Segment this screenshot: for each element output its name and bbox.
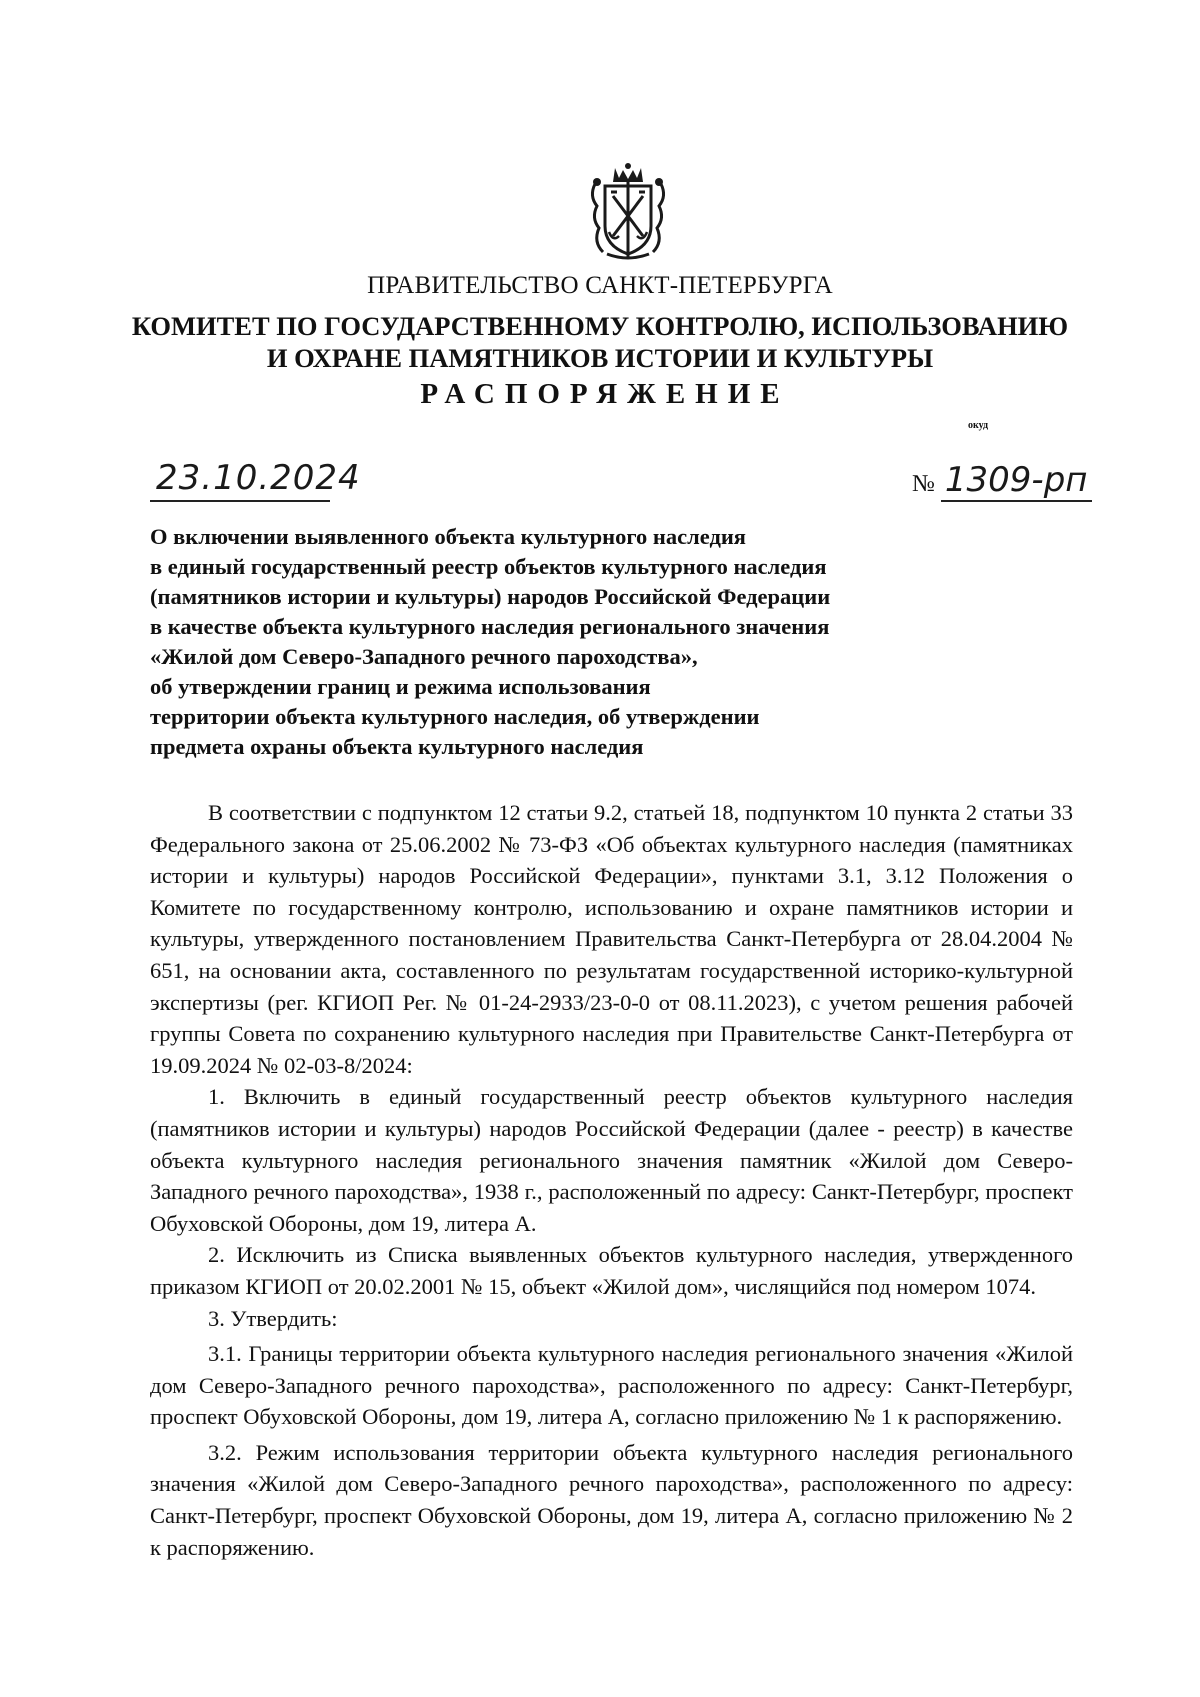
- subject-line: в единый государственный реестр объектов культурного наследия: [150, 554, 827, 579]
- item-3-1-paragraph: 3.1. Границы территории объекта культурного наследия регионального значения «Жилой дом Северо-Западного речного пароходства», расположенного по адресу: Санкт-Петербург, проспект Обуховской Обороны, дом 19, литера А, согласно приложению № 1 к распоряжению.: [150, 1341, 1073, 1430]
- committee-name: [0, 310, 1200, 374]
- number-sign: №: [912, 471, 935, 497]
- number-value: 1309-рп: [941, 460, 1092, 502]
- document-subject: [150, 522, 1050, 762]
- item-3-2-paragraph: 3.2. Режим использования территории объекта культурного наследия регионального значения «Жилой дом Северо-Западного речного пароходства», расположенного по адресу: Санкт-Петербург, проспект Обуховской Обороны, дом 19, литера А, согласно приложению № 2 к распоряжению.: [150, 1439, 1073, 1560]
- document-number: [912, 460, 1092, 502]
- subject-line: «Жилой дом Северо-Западного речного пароходства»,: [150, 644, 698, 669]
- subject-line: (памятников истории и культуры) народов Российской Федерации: [150, 584, 831, 609]
- item-3-paragraph: 3. Утвердить:: [208, 1305, 338, 1331]
- document-body: [150, 797, 1073, 1563]
- document-type: РАСПОРЯЖЕНИЕ: [420, 378, 790, 410]
- item-1-paragraph: 1. Включить в единый государственный реестр объектов культурного наследия (памятников истории и культуры) народов Российской Федерации (далее - реестр) в качестве объекта культурного наследия регионального значения памятник «Жилой дом Северо-Западного речного пароходства», 1938 г., расположенный по адресу: Санкт-Петербург, проспект Обуховской Обороны, дом 19, литера А.: [150, 1084, 1073, 1236]
- date-underline: [150, 500, 330, 502]
- subject-line: в качестве объекта культурного наследия регионального значения: [150, 614, 830, 639]
- committee-name-line-2: И ОХРАНЕ ПАМЯТНИКОВ ИСТОРИИ И КУЛЬТУРЫ: [266, 343, 934, 373]
- coat-of-arms-icon: [587, 162, 669, 262]
- subject-line: О включении выявленного объекта культурного наследия: [150, 524, 746, 549]
- item-2-paragraph: 2. Исключить из Списка выявленных объектов культурного наследия, утвержденного приказом КГИОП от 20.02.2001 № 15, объект «Жилой дом», числящийся под номером 1074.: [150, 1242, 1073, 1299]
- okud-label: окуд: [968, 420, 989, 431]
- subject-line: территории объекта культурного наследия, об утверждении: [150, 704, 760, 729]
- subject-line: предмета охраны объекта культурного наследия: [150, 734, 644, 759]
- committee-name-line-1: КОМИТЕТ ПО ГОСУДАРСТВЕННОМУ КОНТРОЛЮ, ИСПОЛЬЗОВАНИЮ: [131, 311, 1069, 341]
- preamble-paragraph: В соответствии с подпунктом 12 статьи 9.2, статьей 18, подпунктом 10 пункта 2 статьи 33 Федерального закона от 25.06.2002 № 73-ФЗ «Об объектах культурного наследия (памятниках истории и культуры) народов Российской Федерации», пунктами 3.1, 3.12 Положения о Комитете по государственному контролю, использованию и охране памятников истории и культуры, утвержденного постановлением Правительства Санкт-Петербурга от 28.04.2004 № 651, на основании акта, составленного по результатам государственной историко-культурной экспертизы (рег. КГИОП Рег. № 01-24-2933/23-0-0 от 08.11.2023), с учетом решения рабочей группы Совета по сохранению культурного наследия при Правительстве Санкт-Петербурга от 19.09.2024 № 02-03-8/2024:: [150, 800, 1073, 1078]
- subject-line: об утверждении границ и режима использования: [150, 674, 651, 699]
- document-date: 23.10.2024: [156, 458, 361, 498]
- government-name: ПРАВИТЕЛЬСТВО САНКТ-ПЕТЕРБУРГА: [367, 272, 833, 299]
